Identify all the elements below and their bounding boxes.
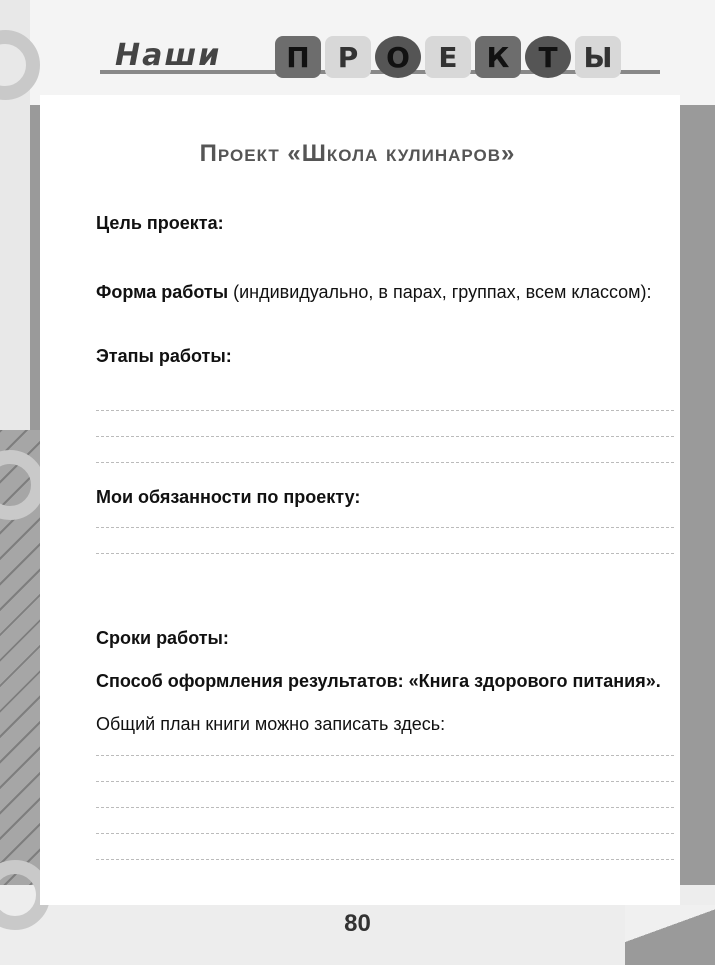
header-tile: К <box>475 36 521 78</box>
form-of-work <box>96 281 674 303</box>
header-tile: Е <box>425 36 471 78</box>
stages-write-lines <box>96 410 674 488</box>
section-tiles <box>275 36 621 78</box>
write-line <box>96 553 674 554</box>
write-line <box>96 436 674 437</box>
form-label: Форма работы <box>96 282 229 302</box>
header-tile: О <box>375 36 421 78</box>
header-tile: Т <box>525 36 571 78</box>
write-line <box>96 755 674 756</box>
page-number: 80 <box>344 910 371 937</box>
terms-label: Сроки работы: <box>96 628 229 648</box>
plan-write-lines <box>96 755 674 885</box>
header-tile: Р <box>325 36 371 78</box>
form-hint: (индивидуально, в парах, группах, всем классом): <box>228 282 652 302</box>
plan-text: Общий план книги можно записать здесь: <box>96 714 446 734</box>
write-line <box>96 410 674 411</box>
write-line <box>96 807 674 808</box>
header-tile: П <box>275 36 321 78</box>
write-line <box>96 462 674 463</box>
goal-label: Цель проекта: <box>96 213 224 233</box>
write-line <box>96 527 674 528</box>
write-line <box>96 859 674 860</box>
duties-write-lines <box>96 527 674 579</box>
write-line <box>96 781 674 782</box>
header-tile: Ы <box>575 36 621 78</box>
stages-label: Этапы работы: <box>96 346 232 366</box>
section-label: Наши <box>115 38 222 73</box>
duties-label: Мои обязанности по проекту: <box>96 487 361 507</box>
write-line <box>96 833 674 834</box>
page-title: Проект «Школа кулинаров» <box>199 140 516 167</box>
result-label: Способ оформления результатов: «Книга здорового питания». <box>96 671 661 691</box>
